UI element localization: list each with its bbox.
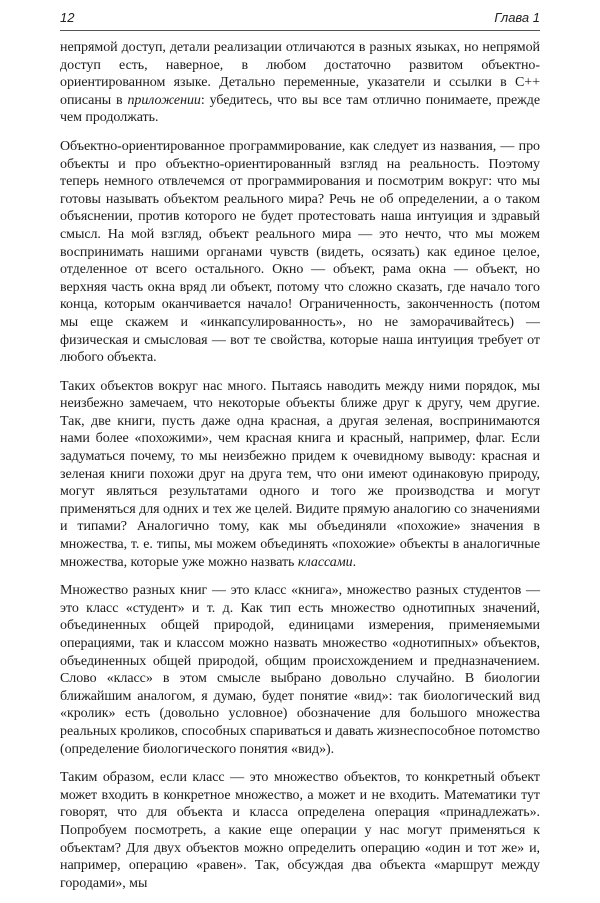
- paragraph-text: непрямой доступ, детали реализации отличаются в разных языках, но непрямой доступ есть, наверное, в любом достаточно развитом объектно-ориентированном языке. Детально переменные, указатели и ссылки в C++ описаны в: [60, 40, 540, 108]
- running-header: [60, 10, 540, 31]
- paragraph-text: .: [352, 554, 357, 570]
- paragraph-text: : убедитесь, что вы все там отлично понимаете, прежде чем продолжать.: [60, 92, 541, 126]
- paragraph-1: [60, 39, 540, 127]
- emphasized-term: классами: [297, 554, 353, 570]
- body-text: [60, 39, 540, 892]
- emphasized-term: приложении: [127, 92, 201, 108]
- chapter-title: Глава 1: [494, 10, 540, 25]
- paragraph-text: Таким образом, если класс — это множество объектов, то конкретный объект может входить в конкретное множество, а может и не входить. Математики тут говорят, что для объекта и класса определена операция «принадлежать». Попробуем посмотреть, а какие еще операции у нас могут применяться к объектам? Для двух объектов можно определить операцию «один и тот же» и, например, операцию «равен». Так, обсуждая два объекта «маршрут между городами», мы: [60, 770, 540, 891]
- book-page: [60, 10, 540, 903]
- paragraph-text: Объектно-ориентированное программирование, как следует из названия, — про объекты и про объектно-ориентированный взгляд на реальность. Поэтому теперь немного отвлечемся от программирования и посмотрим вокруг: что мы готовы называть объектом реального мира? Речь не об определении, а о таком объяснении, против которого не будет протестовать наша интуиция и здравый смысл. На мой взгляд, объект реального мира — это нечто, что мы можем воспринимать нашими органами чувств (видеть, осязать) как единое целое, отделенное от всего остального. Окно — объект, рама окна — объект, но верхняя часть окна вряд ли объект, потому что сложно сказать, где начало того конца, которым оканчивается начало! Ограниченность, законченность (потом мы еще скажем и «инкапсулированность», но не заморачивайтесь) — физическая и смысловая — вот те свойства, которые наша интуиция требует от любого объекта.: [60, 138, 540, 366]
- paragraph-5: [60, 769, 540, 892]
- paragraph-4: [60, 582, 540, 758]
- paragraph-text: Таких объектов вокруг нас много. Пытаясь наводить между ними порядок, мы неизбежно замечаем, что некоторые объекты ближе друг к другу, чем другие. Так, две книги, пусть даже одна красная, а другая зеленая, воспринимаются нами более «похожими», чем красная книга и красный, например, флаг. Если задуматься почему, то мы неизбежно придем к очевидному выводу: красная и зеленая книги похожи друг на друга тем, что они имеют одинаковую природу, могут являться результатами одного и того же производства и могут применяться для одних и тех же целей. Видите прямую аналогию со значениями и типами? Аналогично тому, как мы объединяли «похожие» значения в множества, т. е. типы, мы можем объединять «похожие» объекты в аналогичные множества, которые уже можно назвать: [60, 378, 540, 570]
- paragraph-2: [60, 138, 540, 367]
- paragraph-text: Множество разных книг — это класс «книга», множество разных студентов — это класс «студент» и т. д. Как тип есть множество однотипных значений, объединенных общей природой, единицами измерения, применяемыми операциями, так и классом можно назвать множество «однотипных» объектов, объединенных общей природой, общим происхождением и предназначением. Слово «класс» в этом смысле выбрано довольно случайно. В биологии ближайшим аналогом, я думаю, будет понятие «вид»: так биологический вид «кролик» есть (довольно условное) обозначение для большого множества реальных кроликов, способных спариваться и давать жизнеспособное потомство (определение биологического понятия «вид»).: [60, 583, 540, 757]
- page-number: 12: [60, 10, 75, 25]
- paragraph-3: [60, 378, 540, 572]
